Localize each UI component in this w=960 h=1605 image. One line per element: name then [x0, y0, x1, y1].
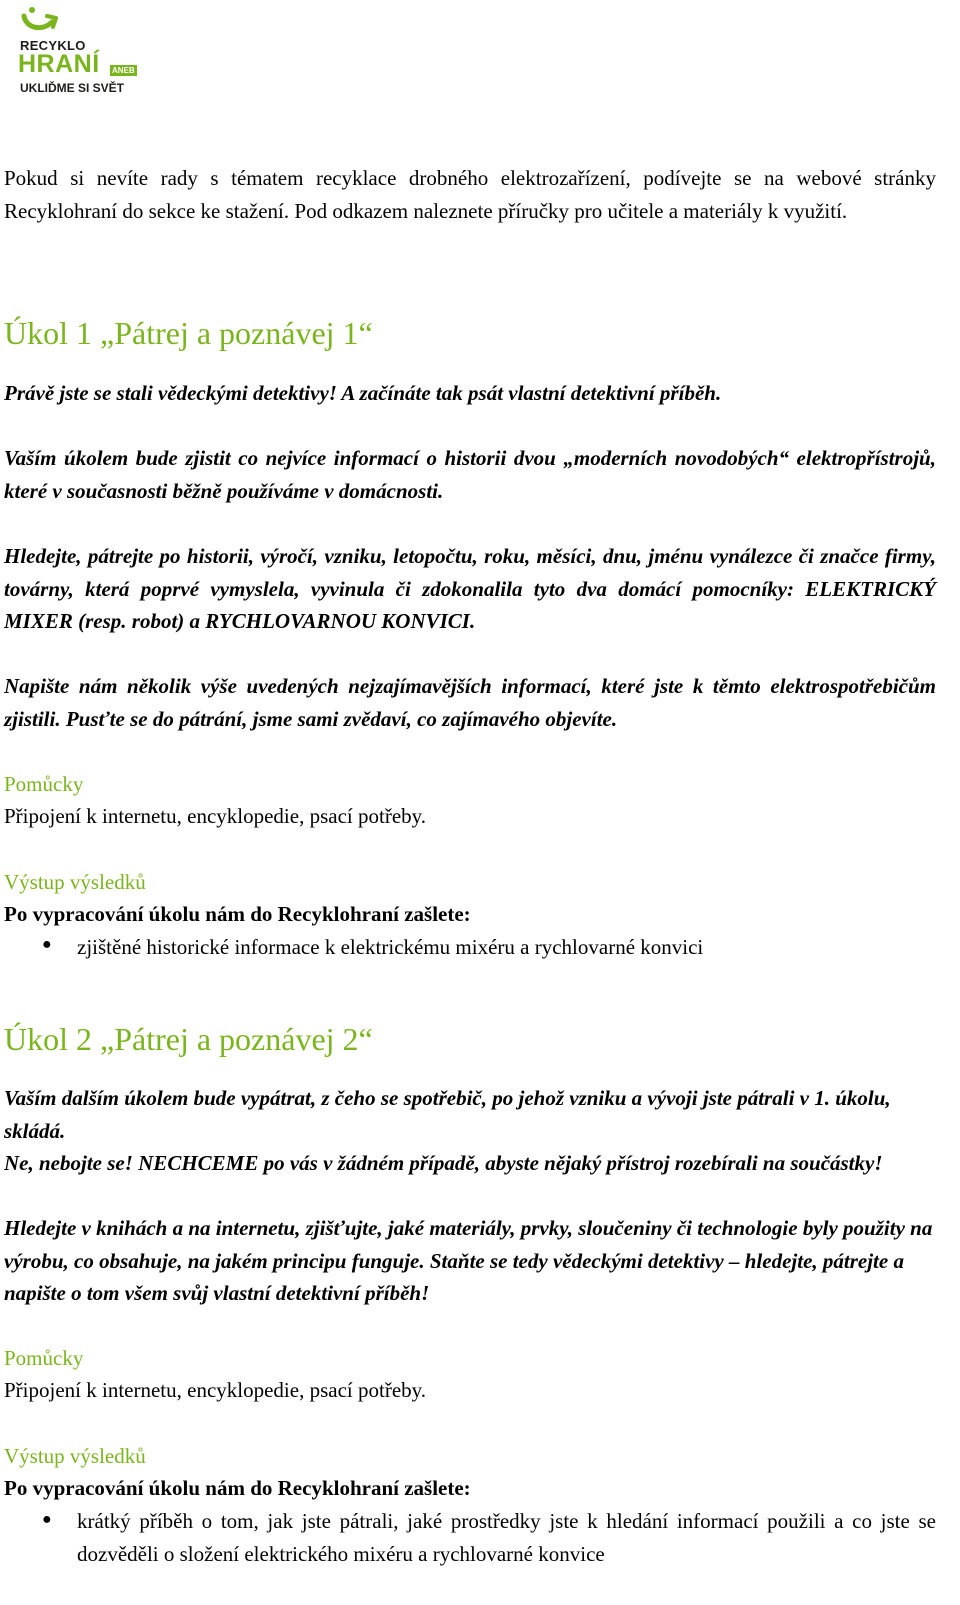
task2-output-intro: Po vypracování úkolu nám do Recyklohraní zašlete:	[4, 1476, 471, 1500]
task2-output-item: krátký příběh o tom, jak jste pátrali, jaké prostředky jste k hledání informací použili a co jste se dozvěděli o složení elektrického mixéru a rychlovarné konvice	[77, 1509, 936, 1566]
task1-lead: Právě jste se stali vědeckými detektivy! A začínáte tak psát vlastní detektivní příběh.	[4, 381, 722, 405]
task2-tools-text: Připojení k internetu, encyklopedie, psací potřeby.	[4, 1378, 427, 1402]
task1-tools-label: Pomůcky	[4, 772, 84, 796]
task1-output-label: Výstup výsledků	[4, 870, 146, 894]
task2-output-label: Výstup výsledků	[4, 1444, 146, 1468]
task1-tools-text: Připojení k internetu, encyklopedie, psací potřeby.	[4, 804, 427, 828]
logo-line-2: HRANÍ	[18, 50, 100, 78]
logo-line-1: RECYKLO	[20, 38, 86, 53]
intro-paragraph: Pokud si nevíte rady s tématem recyklace drobného elektrozařízení, podívejte se na webové stránky Recyklohraní do sekce ke stažení. Pod odkazem naleznete příručky pro učitele a materiály k využití.	[4, 166, 936, 223]
task1-paragraph-3: Napište nám několik výše uvedených nejzajímavějších informací, které jste k těmto elektrospotřebičům zjistili. Pusťte se do pátrání, jsme sami zvědaví, co zajímavého objevíte.	[4, 674, 936, 731]
task2-paragraph-2: Ne, nebojte se! NECHCEME po vás v žádném případě, abyste nějaký přístroj rozebírali na součástky!	[4, 1151, 883, 1175]
task1-output-item: zjištěné historické informace k elektrickému mixéru a rychlovarné konvici	[77, 935, 704, 959]
task1-paragraph-2: Hledejte, pátrejte po historii, výročí, vzniku, letopočtu, roku, měsíci, dnu, jménu vynálezce či značce firmy, továrny, která poprvé vymyslela, vyvinula či zdokonalila tyto dva domácí pomocníky: ELEKTRICKÝ MIXER (resp. robot) a RYCHLOVARNOU KONVICI.	[4, 544, 936, 633]
task2-paragraph-3: Hledejte v knihách a na internetu, zjišťujte, jaké materiály, prvky, sloučeniny či technologie byly použity na výrobu, co obsahuje, na jakém principu funguje. Staňte se tedy vědeckými detektivy – hledejte, pátrejte a napište o tom všem svůj vlastní detektivní příběh!	[4, 1216, 933, 1305]
task1-output-intro: Po vypracování úkolu nám do Recyklohraní zašlete:	[4, 902, 471, 926]
task2-tools-label: Pomůcky	[4, 1346, 84, 1370]
task2-heading: Úkol 2 „Pátrej a poznávej 2“	[4, 1021, 373, 1057]
logo-line-3: UKLIĎME SI SVĚT	[20, 81, 125, 95]
task1-paragraph-1: Vaším úkolem bude zjistit co nejvíce informací o historii dvou „moderních novodobých“ elektropřístrojů, které v současnosti běžně používáme v domácnosti.	[4, 446, 936, 503]
logo-badge: ANEB	[112, 66, 135, 75]
task2-paragraph-1: Vaším dalším úkolem bude vypátrat, z čeho se spotřebič, po jehož vzniku a vývoji jste pátrali v 1. úkolu, skládá.	[4, 1086, 891, 1143]
recycle-arrow-icon	[18, 6, 62, 40]
task1-heading: Úkol 1 „Pátrej a poznávej 1“	[4, 315, 373, 351]
task2-bullet: ●	[42, 1511, 52, 1528]
recyklohrani-logo	[18, 6, 148, 96]
task1-bullet: ●	[42, 936, 52, 953]
